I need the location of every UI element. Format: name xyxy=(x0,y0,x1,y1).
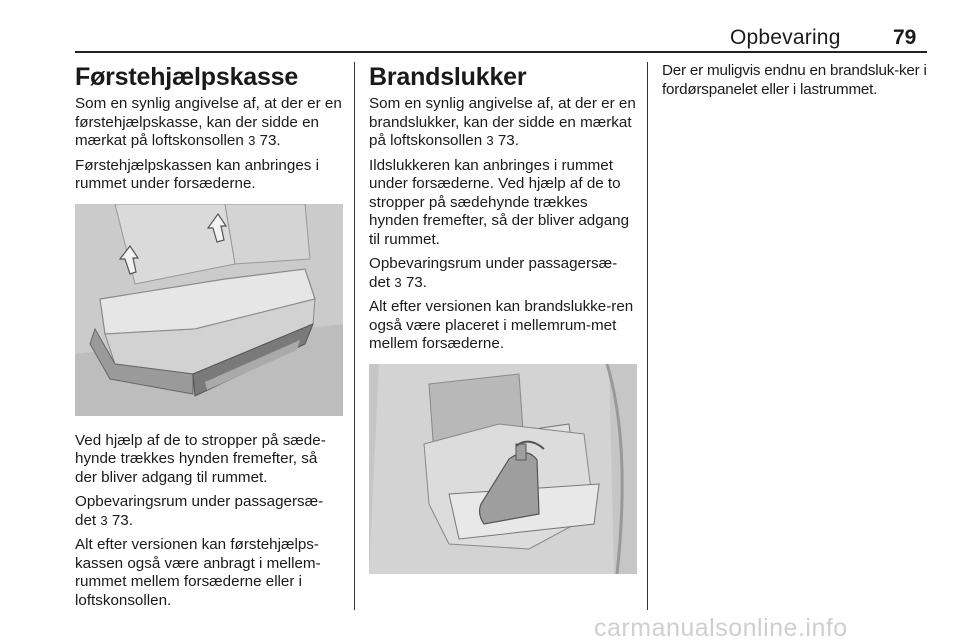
paragraph xyxy=(75,95,343,151)
paragraph: Der er muligvis endnu en brandsluk-ker i fordørspanelet eller i lastrummet. xyxy=(662,62,927,98)
paragraph: Ildslukkeren kan anbringes i rummet under forsæderne. Ved hjælp af de to stropper på sædehynde trækkes hynden fremefter, så der bliver adgang til rummet. xyxy=(369,156,630,248)
page-ref-icon: 3 xyxy=(486,133,494,148)
paragraph: Alt efter versionen kan brandslukke-ren også være placeret i mellemrum-met mellem forsæderne. xyxy=(369,298,634,352)
paragraph-text: Opbevaringsrum under passagersæ-det xyxy=(75,493,324,529)
column-divider xyxy=(354,62,355,610)
door-panel-extinguisher-illustration xyxy=(369,364,637,574)
seat-storage-illustration xyxy=(75,204,343,416)
first-aid-heading: Førstehjælpskasse xyxy=(75,63,299,91)
page-ref[interactable]: 73. xyxy=(497,132,519,149)
paragraph: Førstehjælpskassen kan anbringes i rummet under forsæderne. xyxy=(75,156,319,192)
section-title: Opbevaring xyxy=(730,26,841,49)
paragraph xyxy=(75,493,343,530)
paragraph: Ved hjælp af de to stropper på sæde-hynde trækkes hynden fremefter, så der bliver adgang til rummet. xyxy=(75,431,326,486)
additional-info-section xyxy=(662,62,930,105)
paragraph: Alt efter versionen kan førstehjælps-kassen også være anbragt i mellem-rummet mellem forsæderne eller i loftskonsollen. xyxy=(75,536,321,609)
paragraph-text: Som en synlig angivelse af, at der er en brandslukker, kan der sidde en mærkat på loftskonsollen xyxy=(369,95,636,149)
page-ref-icon: 3 xyxy=(248,133,256,148)
first-aid-section xyxy=(75,62,343,616)
page-ref-icon: 3 xyxy=(394,274,402,290)
page-ref[interactable]: 73. xyxy=(259,132,281,149)
paragraph xyxy=(369,95,637,151)
page-ref[interactable]: 73. xyxy=(405,273,427,291)
paragraph-text: Opbevaringsrum under passagersæ-det xyxy=(369,255,618,291)
paragraph-text: Som en synlig angivelse af, at der er en førstehjælpskasse, kan der sidde en mærkat på loftskonsollen xyxy=(75,95,342,149)
fire-extinguisher-section xyxy=(369,62,637,590)
fire-extinguisher-heading: Brandslukker xyxy=(369,63,527,91)
page-number: 79 xyxy=(893,26,917,49)
page-ref[interactable]: 73. xyxy=(111,511,133,529)
column-divider xyxy=(647,62,648,610)
paragraph xyxy=(369,255,637,292)
watermark: carmanualsonline.info xyxy=(594,614,848,642)
page-ref-icon: 3 xyxy=(100,512,108,528)
header-rule xyxy=(75,51,927,53)
